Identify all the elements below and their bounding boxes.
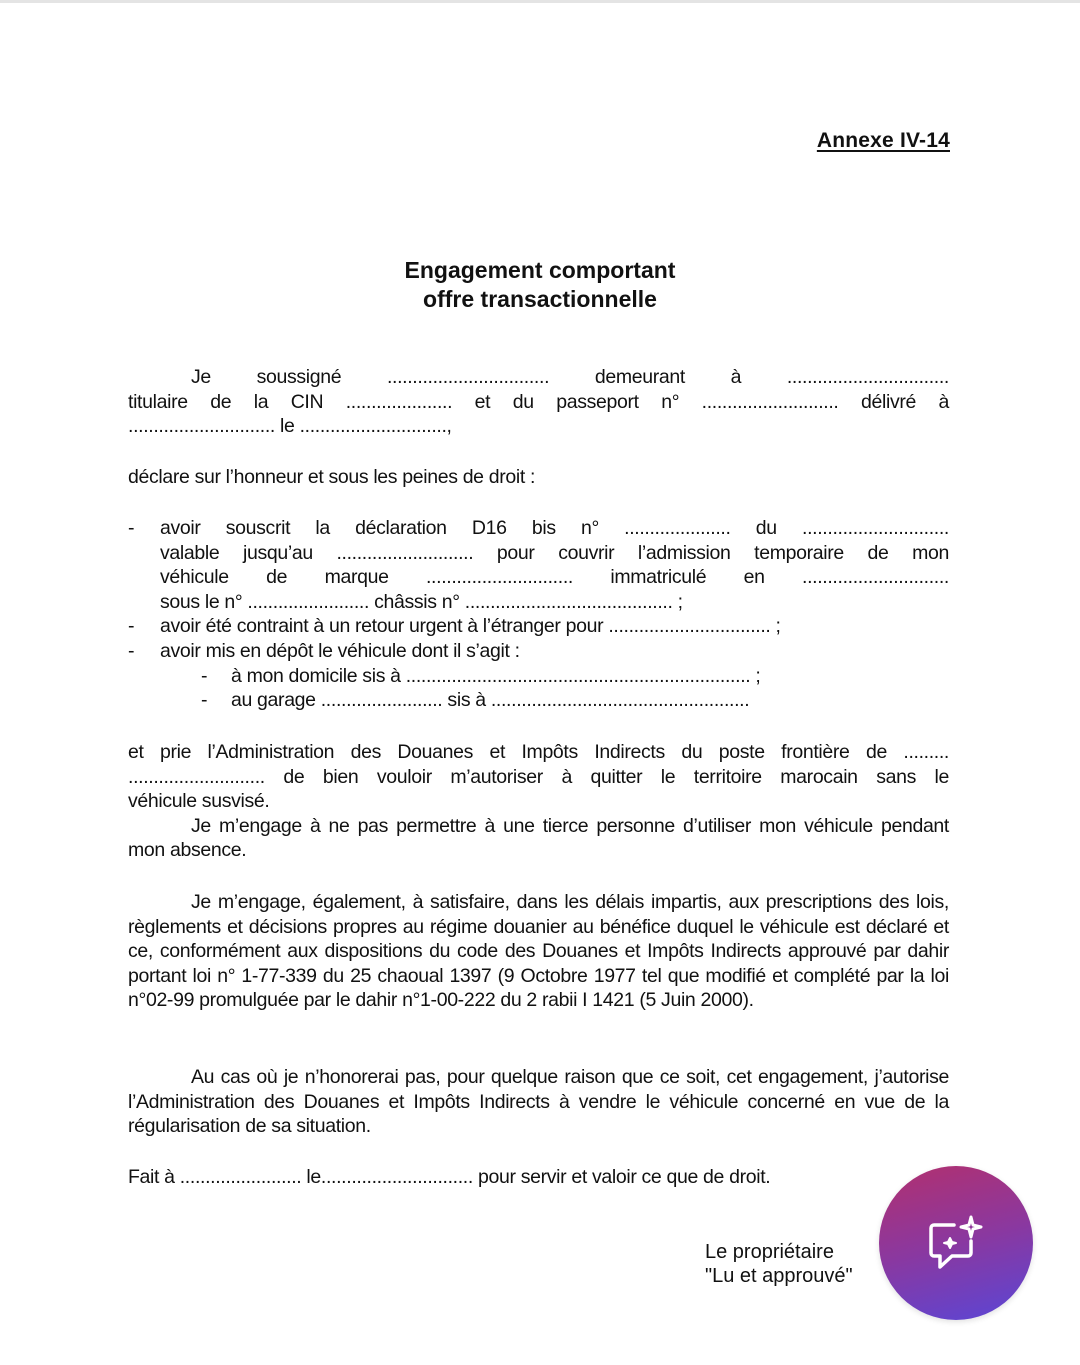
item-line: avoir souscrit la déclaration D16 bis n° ..................... du ............................. (160, 517, 949, 539)
request-line: et prie l’Administration des Douanes et Impôts Indirects du poste frontière de ......... (128, 741, 949, 763)
sub-list-item (128, 688, 949, 713)
dash-bullet: - (128, 517, 135, 539)
sub-list-item (128, 664, 949, 689)
declarations-list (128, 516, 949, 713)
item-line: véhicule de marque ............................. immatriculé en ............................. (160, 566, 949, 589)
commitment-2-text: Je m’engage, également, à satisfaire, dans les délais impartis, aux prescriptions des lois, règlements et décisions propres au régime douanier au bénéfice duquel le véhicule est déclaré et ce, conformément aux dispositions du code des Douanes et Impôts Indirects approuvé par dahir portant loi n° 1-77-339 du 25 chaoual 1397 (9 Octobre 1977 tel que modifié et complété par la loi n°02-99 promulguée par le dahir n°1-00-222 du 2 rabii I 1421 (5 Juin 2000). (128, 891, 949, 1012)
commitment-paragraph-1: Je m’engage à ne pas permettre à une tierce personne d’utiliser mon véhicule pendant mon absence. (128, 814, 949, 862)
dash-bullet: - (128, 639, 135, 662)
signature-line-1: Le propriétaire (705, 1241, 834, 1263)
item-line: avoir été contraint à un retour urgent à l’étranger pour ................................ ; (160, 615, 781, 638)
request-line: ........................... de bien vouloir m’autoriser à quitter le territoire marocain sans le (128, 765, 949, 788)
commitment-paragraph-3 (128, 1065, 949, 1139)
dash-bullet: - (128, 615, 135, 638)
closing-line: Fait à ........................ le.............................. pour servir et valoir ce que de droit. (128, 1166, 771, 1188)
request-paragraph (128, 740, 949, 863)
ai-chat-sparkle-icon (924, 1211, 988, 1275)
item-line: sous le n° ........................ châssis n° ......................................... ; (160, 590, 683, 613)
sub-item-text: à mon domicile sis à .................................................................... ; (231, 664, 761, 687)
dash-bullet: - (201, 664, 208, 687)
dash-bullet: - (201, 689, 208, 712)
item-line: valable jusqu’au ........................... pour couvrir l’admission temporaire de mon (160, 541, 949, 564)
signature-block (705, 1240, 853, 1288)
signature-line-2: "Lu et approuvé" (705, 1265, 853, 1287)
item-line: avoir mis en dépôt le véhicule dont il s’agit : (160, 639, 520, 662)
list-item (128, 614, 949, 639)
annex-label: Annexe IV-14 (816, 129, 950, 152)
declare-line: déclare sur l’honneur et sous les peines de droit : (128, 466, 536, 488)
commitment-paragraph-2 (128, 890, 949, 1013)
title-line-1: Engagement comportant (404, 257, 676, 283)
list-item (128, 516, 949, 614)
ai-assistant-button[interactable] (879, 1166, 1033, 1320)
list-item (128, 639, 949, 664)
intro-line-1: Je soussigné ................................ demeurant à ................................ (191, 366, 949, 388)
intro-line-2: titulaire de la CIN ..................... et du passeport n° ........................... délivré à (128, 390, 949, 413)
commitment-3-text: Au cas où je n’honorerai pas, pour quelque raison que ce soit, cet engagement, j’autorise l’Administration des Douanes et Impôts Indirects à vendre le véhicule concerné en vue de la régularisation de sa situation. (128, 1066, 949, 1138)
intro-line-3: ............................. le ............................., (128, 415, 452, 438)
title-line-2: offre transactionnelle (423, 286, 657, 312)
intro-paragraph (128, 365, 949, 439)
top-border (0, 0, 1080, 3)
document-title (0, 256, 1080, 314)
request-line: véhicule susvisé. (128, 790, 270, 813)
sub-item-text: au garage ........................ sis à ................................................... (231, 689, 750, 712)
